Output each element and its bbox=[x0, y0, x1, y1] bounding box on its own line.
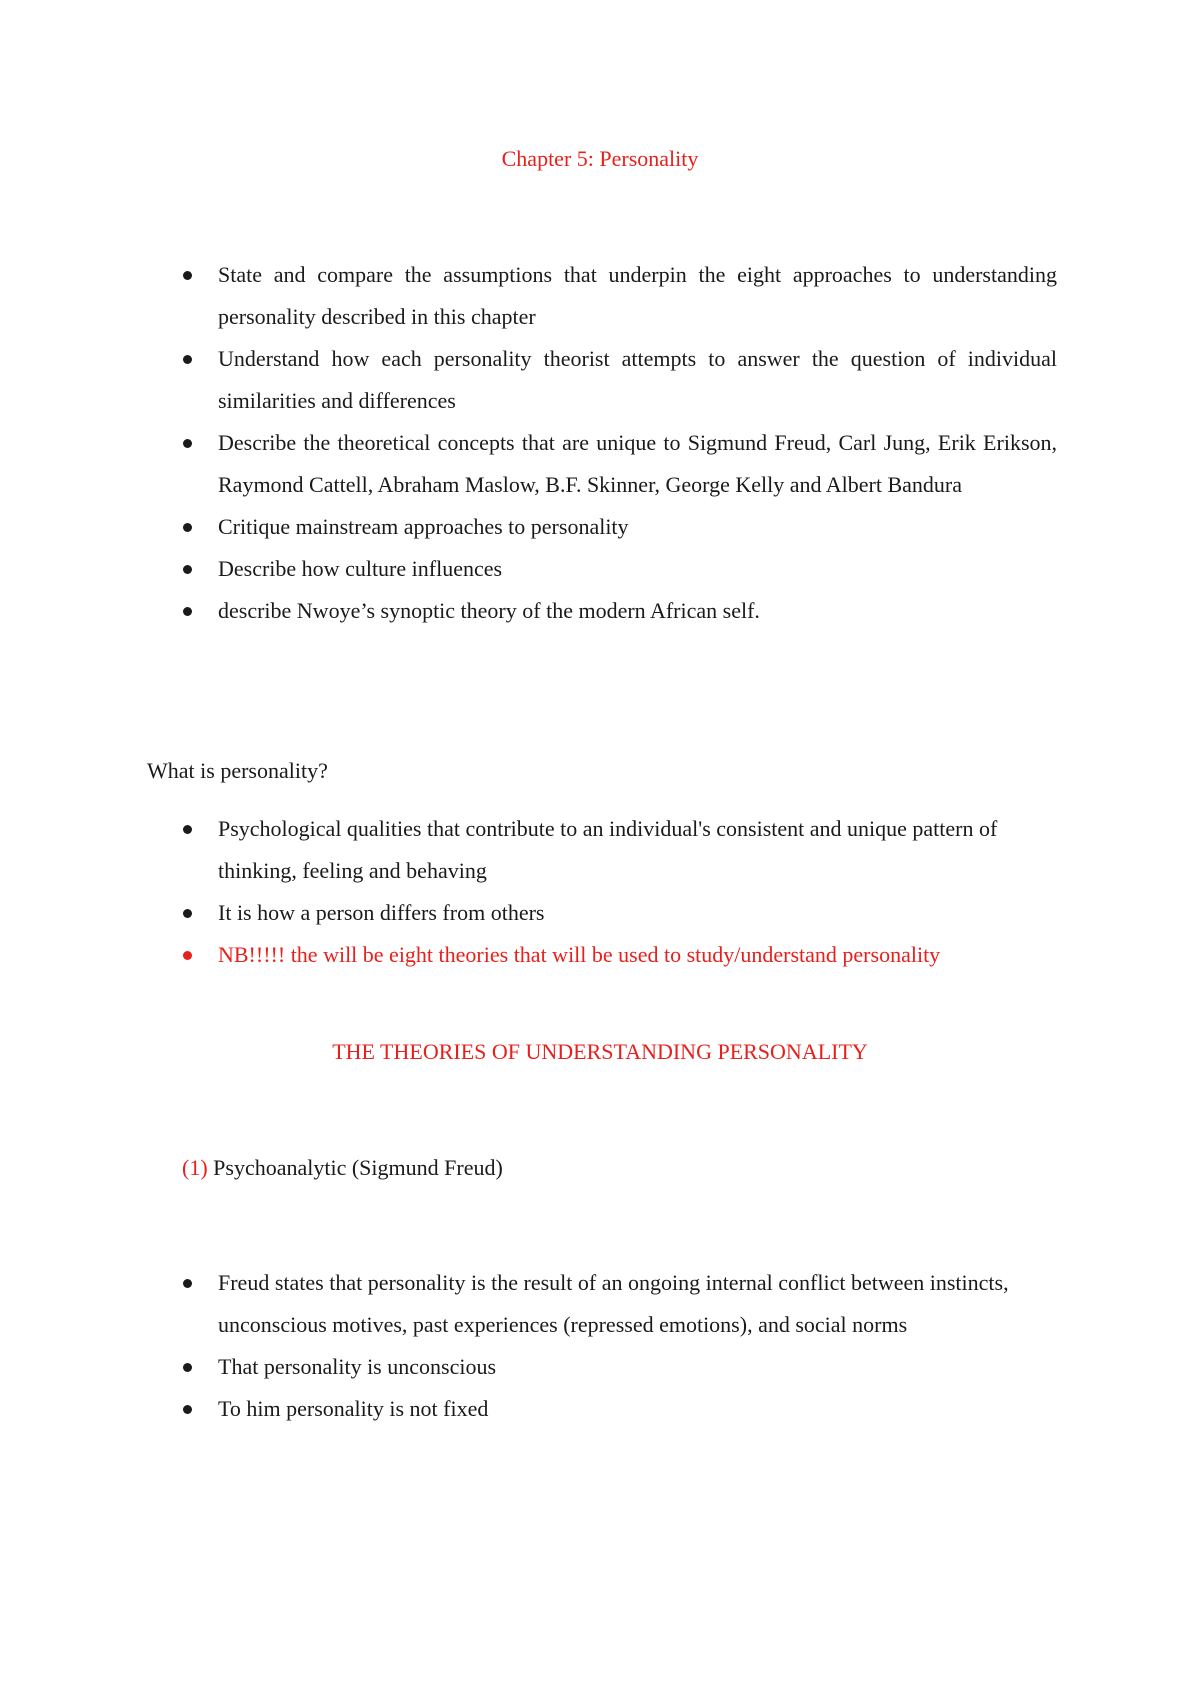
list-item: State and compare the assumptions that underpin the eight approaches to understanding personality described in this chapter bbox=[147, 254, 1057, 338]
bullet-icon bbox=[183, 1279, 192, 1288]
list-item: Describe how culture influences bbox=[147, 548, 1057, 590]
list-item: describe Nwoye’s synoptic theory of the modern African self. bbox=[147, 590, 1057, 632]
bullet-icon bbox=[183, 271, 192, 280]
list-item: Understand how each personality theorist attempts to answer the question of individual similarities and differences bbox=[147, 338, 1057, 422]
list-item-note: NB!!!!! the will be eight theories that will be used to study/understand personality bbox=[147, 934, 1057, 976]
theory-1-heading bbox=[182, 1153, 503, 1183]
theory-name: Psychoanalytic (Sigmund Freud) bbox=[213, 1155, 503, 1180]
list-item: Freud states that personality is the result of an ongoing internal conflict between instincts, unconscious motives, past experiences (repressed emotions), and social norms bbox=[147, 1262, 1017, 1346]
bullet-icon bbox=[183, 1363, 192, 1372]
bullet-icon bbox=[183, 523, 192, 532]
bullet-icon bbox=[183, 355, 192, 364]
list-item: Describe the theoretical concepts that are unique to Sigmund Freud, Carl Jung, Erik Erikson, Raymond Cattell, Abraham Maslow, B.F. Skinner, George Kelly and Albert Bandura bbox=[147, 422, 1057, 506]
bullet-icon bbox=[183, 951, 192, 960]
learning-objectives-list bbox=[147, 254, 1057, 632]
theory-number: (1) bbox=[182, 1155, 208, 1180]
freud-points-list bbox=[147, 1262, 1017, 1430]
list-item: It is how a person differs from others bbox=[147, 892, 1057, 934]
theories-heading: THE THEORIES OF UNDERSTANDING PERSONALITY bbox=[332, 1039, 868, 1064]
list-item: Psychological qualities that contribute to an individual's consistent and unique pattern of thinking, feeling and behaving bbox=[147, 808, 1057, 892]
what-is-personality-heading: What is personality? bbox=[147, 758, 328, 783]
bullet-icon bbox=[183, 607, 192, 616]
list-item: Critique mainstream approaches to personality bbox=[147, 506, 1057, 548]
chapter-title: Chapter 5: Personality bbox=[501, 146, 699, 171]
list-item: To him personality is not fixed bbox=[147, 1388, 1017, 1430]
list-item: That personality is unconscious bbox=[147, 1346, 1017, 1388]
bullet-icon bbox=[183, 825, 192, 834]
bullet-icon bbox=[183, 565, 192, 574]
bullet-icon bbox=[183, 909, 192, 918]
bullet-icon bbox=[183, 1405, 192, 1414]
definition-list bbox=[147, 808, 1057, 976]
bullet-icon bbox=[183, 439, 192, 448]
